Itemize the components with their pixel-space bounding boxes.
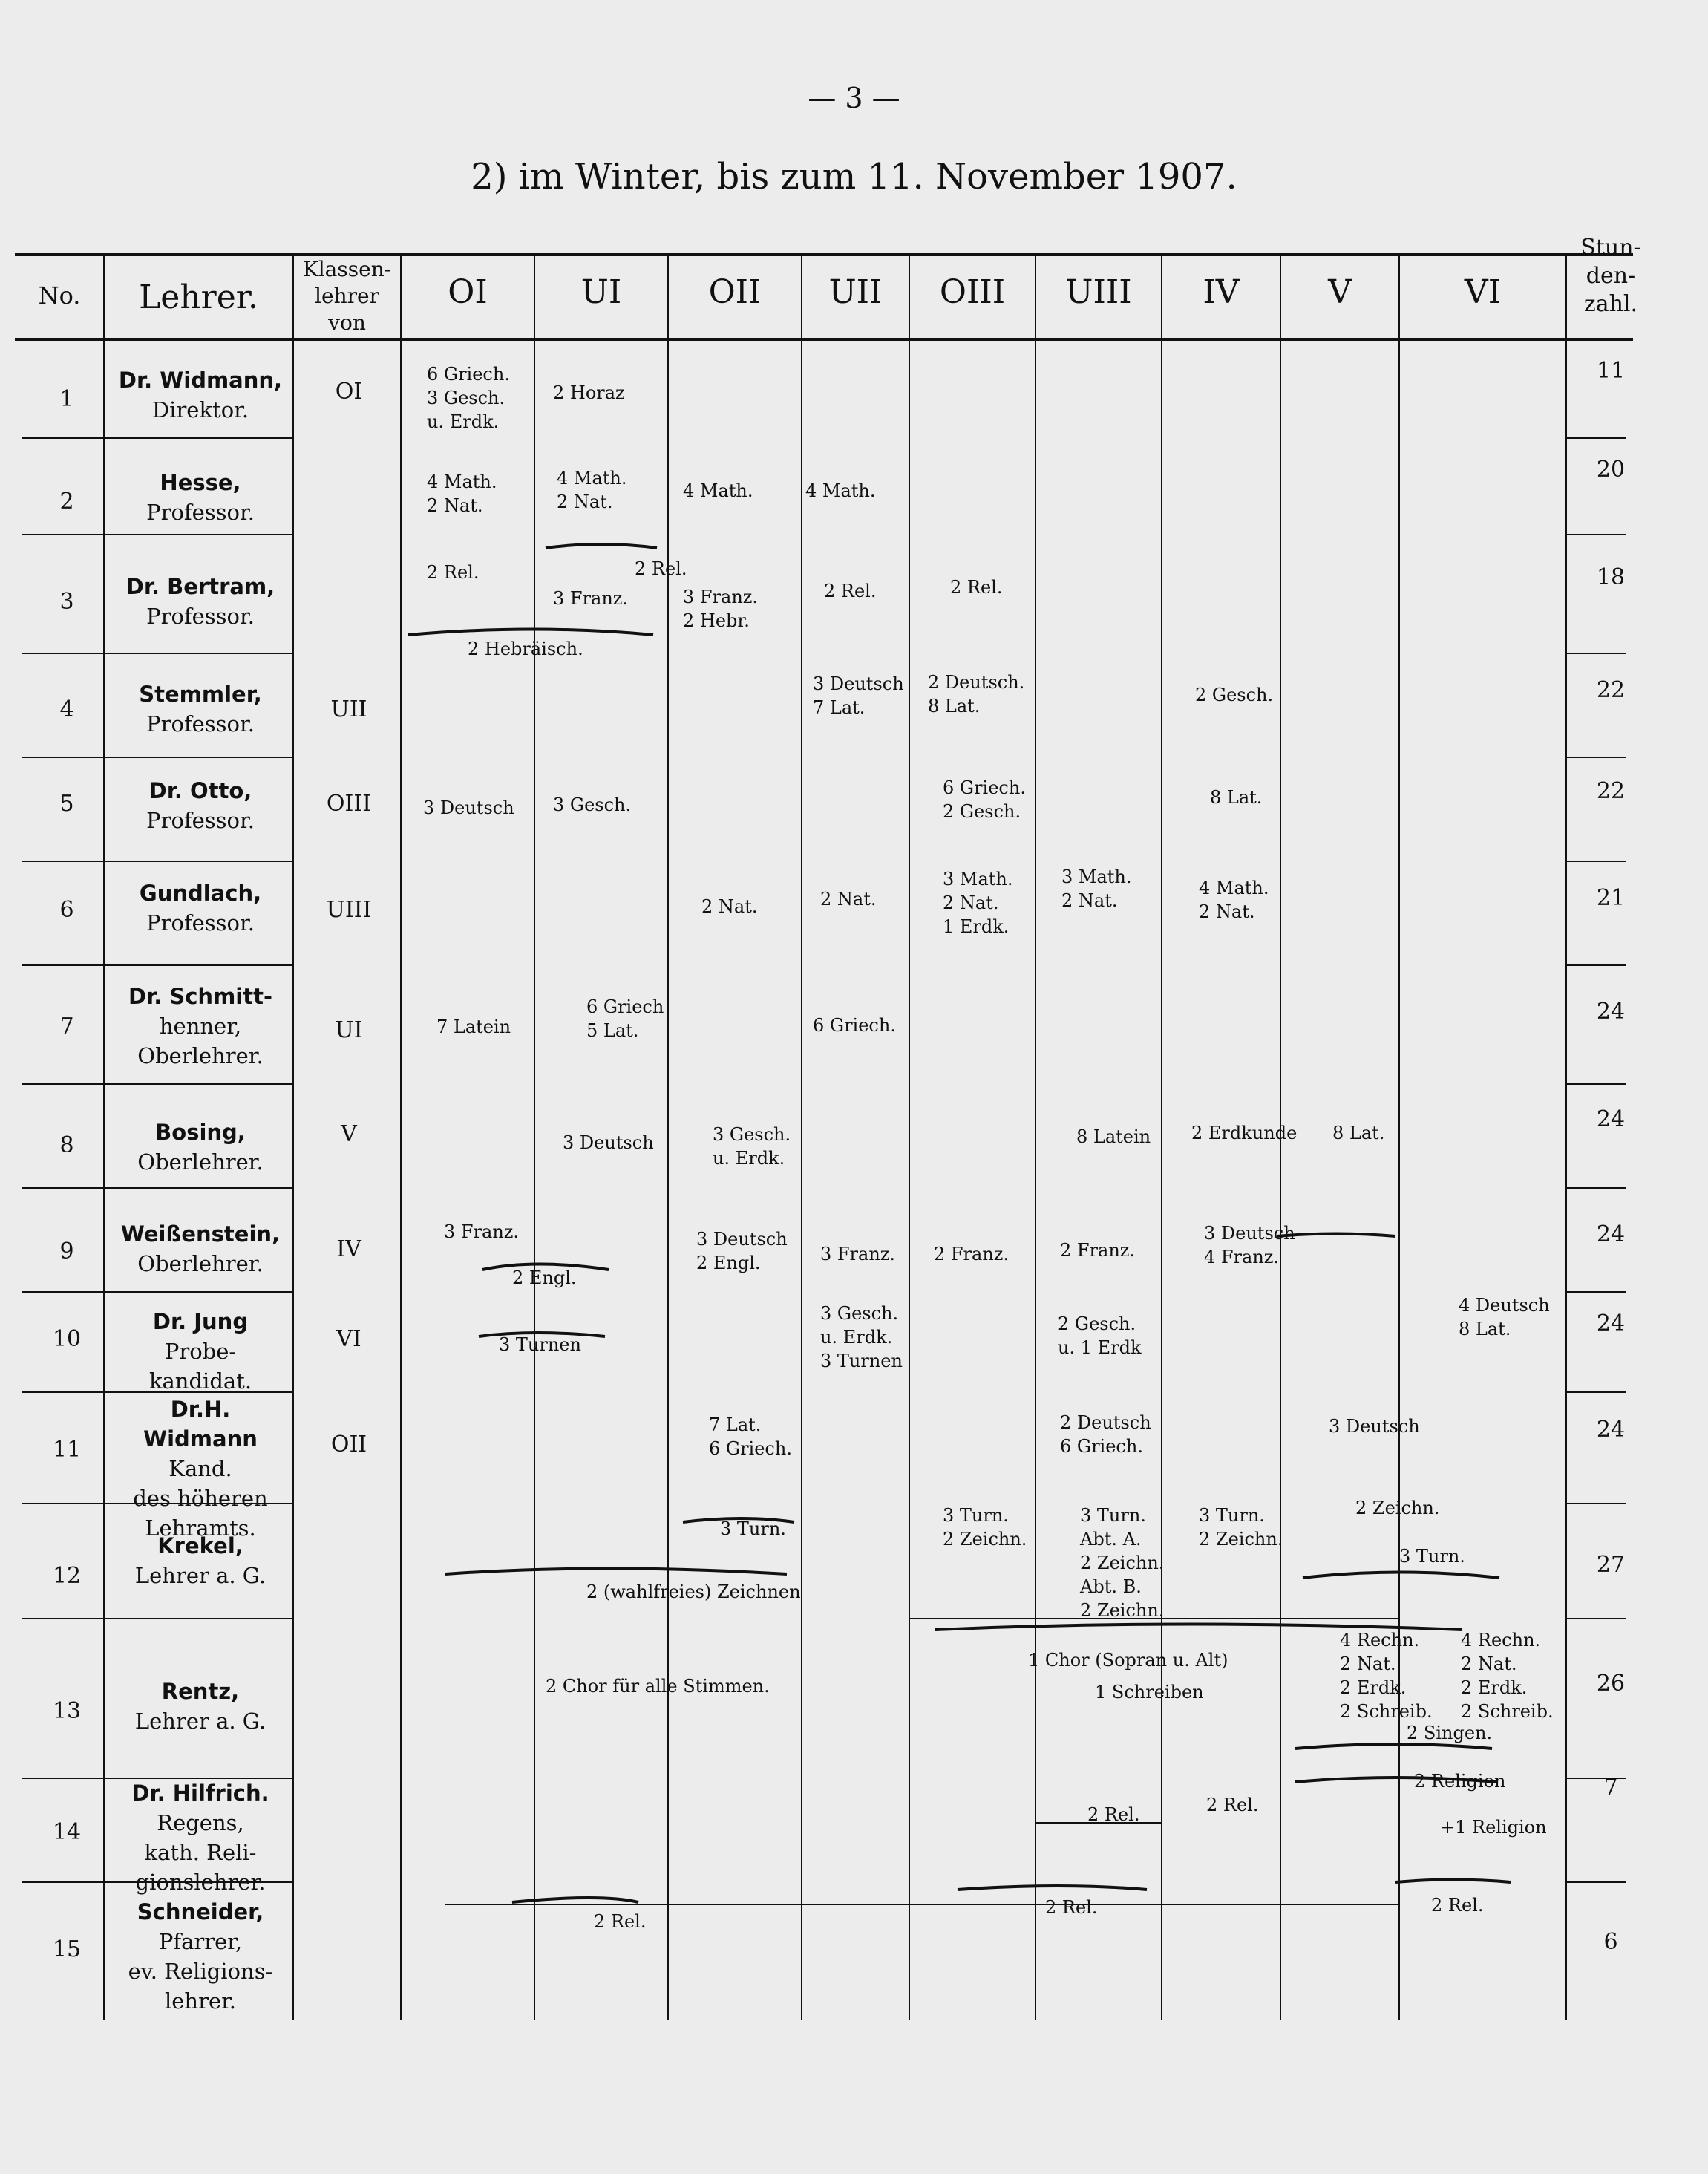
teacher-cell xyxy=(111,1531,289,1590)
teacher-cell xyxy=(111,1307,289,1396)
teacher-cell xyxy=(111,776,289,835)
row-no: 3 xyxy=(59,589,74,615)
lesson-entry: 8 Lat. xyxy=(1210,787,1263,808)
teacher-name: Dr. Jung xyxy=(152,1309,249,1334)
teacher-name: Dr.H. Widmann xyxy=(143,1397,258,1452)
teacher-role: Professor. xyxy=(146,500,255,525)
lesson-entry: 3 Deutsch 7 Lat. xyxy=(813,673,904,718)
lesson-entry: 2 Rel. xyxy=(1045,1897,1098,1918)
teacher-cell xyxy=(111,365,289,425)
row-no: 11 xyxy=(52,1437,82,1463)
hours-value: 20 xyxy=(1596,457,1626,483)
lesson-entry: 3 Deutsch xyxy=(563,1132,654,1153)
teacher-cell xyxy=(111,679,289,739)
lesson-entry: 2 Hebräisch. xyxy=(468,639,583,659)
lesson-entry: 3 Franz. xyxy=(553,588,629,609)
teacher-cell xyxy=(111,1677,289,1736)
lesson-entry: 1 Schreiben xyxy=(1095,1682,1204,1703)
lesson-entry: 3 Deutsch 2 Engl. xyxy=(696,1229,788,1273)
lesson-entry: 3 Gesch. u. Erdk. xyxy=(713,1124,791,1169)
lesson-entry: 2 Rel. xyxy=(950,577,1003,598)
lesson-entry: 2 Gesch. xyxy=(1195,685,1274,705)
lesson-entry: 2 Chor für alle Stimmen. xyxy=(546,1676,770,1697)
hours-value: 22 xyxy=(1596,778,1626,804)
lesson-entry: 8 Latein xyxy=(1076,1126,1151,1147)
teacher-cell xyxy=(111,982,289,1071)
lesson-entry: 3 Deutsch xyxy=(423,797,514,818)
teacher-cell xyxy=(111,878,289,938)
lesson-entry: 7 Lat. 6 Griech. xyxy=(709,1414,792,1459)
teacher-name: Dr. Bertram, xyxy=(125,574,275,599)
header-class-vi: VI xyxy=(1464,273,1502,311)
lesson-entry: 2 Engl. xyxy=(512,1267,577,1288)
header-class-uiii: UIII xyxy=(1065,273,1132,311)
header-teacher: Lehrer. xyxy=(139,278,258,316)
lesson-entry: 2 Rel. xyxy=(1206,1795,1259,1815)
lesson-entry: 2 Zeichn. xyxy=(1355,1498,1440,1518)
lesson-entry: +1 Religion xyxy=(1440,1817,1547,1838)
klassenlehrer-value: IV xyxy=(336,1236,361,1262)
header-class-oii: OII xyxy=(708,273,762,311)
header-class-iv: IV xyxy=(1203,273,1240,311)
teacher-name: Dr. Schmitt- xyxy=(128,984,272,1009)
row-no: 4 xyxy=(59,696,74,722)
lesson-entry: 4 Rechn. 2 Nat. 2 Erdk. 2 Schreib. xyxy=(1340,1630,1433,1722)
klassenlehrer-value: UII xyxy=(330,696,367,722)
lesson-entry: 6 Griech. xyxy=(813,1015,896,1036)
hours-value: 22 xyxy=(1596,677,1626,703)
lesson-entry: 2 (wahlfreies) Zeichnen xyxy=(586,1581,801,1602)
lesson-entry: 2 Rel. xyxy=(824,581,877,601)
lesson-entry: 4 Math. 2 Nat. xyxy=(557,468,627,512)
row-no: 14 xyxy=(52,1819,82,1845)
teacher-role: Kand. des höheren Lehramts. xyxy=(133,1456,268,1541)
teacher-role: Oberlehrer. xyxy=(137,1251,264,1276)
lesson-entry: 4 Math. xyxy=(805,480,876,501)
teacher-cell xyxy=(111,1897,289,2016)
lesson-entry: 3 Franz. xyxy=(444,1221,520,1242)
header-no: No. xyxy=(38,281,81,310)
lesson-entry: 3 Gesch. xyxy=(553,794,632,815)
lesson-entry: 2 Religion xyxy=(1414,1771,1506,1792)
lesson-entry: 2 Rel. xyxy=(1431,1895,1484,1916)
lesson-entry: 3 Deutsch xyxy=(1329,1416,1420,1437)
lesson-entry: 3 Turn. 2 Zeichn. xyxy=(943,1505,1027,1550)
lesson-entry: 2 Gesch. u. 1 Erdk xyxy=(1058,1313,1142,1358)
teacher-cell xyxy=(111,1219,289,1279)
hours-value: 24 xyxy=(1596,1106,1626,1132)
header-klassenlehrer: Klassen- lehrer von xyxy=(302,257,392,335)
teacher-role: Lehrer a. G. xyxy=(134,1563,266,1588)
lesson-entry: 2 Nat. xyxy=(701,896,758,917)
teacher-role: Pfarrer, ev. Religions- lehrer. xyxy=(128,1929,273,2014)
lesson-entry: 2 Rel. xyxy=(1087,1804,1140,1825)
hours-value: 24 xyxy=(1596,1221,1626,1247)
klassenlehrer-value: VI xyxy=(336,1326,361,1352)
klassenlehrer-value: OII xyxy=(330,1432,367,1458)
teacher-cell xyxy=(111,1117,289,1177)
lesson-entry: 3 Turnen xyxy=(499,1334,581,1355)
header-class-oi: OI xyxy=(448,273,488,311)
lesson-entry: 4 Math. 2 Nat. xyxy=(427,471,497,516)
lesson-entry: 3 Turn. xyxy=(720,1518,786,1539)
row-no: 10 xyxy=(52,1326,82,1352)
lesson-entry: 6 Griech. 3 Gesch. u. Erdk. xyxy=(427,364,510,432)
teacher-role: Professor. xyxy=(146,604,255,629)
teacher-name: Rentz, xyxy=(161,1679,240,1704)
hours-value: 26 xyxy=(1596,1671,1626,1697)
row-no: 5 xyxy=(59,791,74,817)
teacher-role: Professor. xyxy=(146,711,255,737)
hours-value: 24 xyxy=(1596,1417,1626,1443)
klassenlehrer-value: UIII xyxy=(326,897,372,923)
lesson-entry: 1 Chor (Sopran u. Alt) xyxy=(1028,1650,1228,1671)
teacher-name: Stemmler, xyxy=(139,682,262,707)
teacher-role: Oberlehrer. xyxy=(137,1149,264,1175)
lesson-entry: 2 Deutsch. 8 Lat. xyxy=(928,672,1025,716)
row-no: 9 xyxy=(59,1238,74,1264)
hours-value: 6 xyxy=(1603,1929,1618,1955)
lesson-entry: 3 Turn. xyxy=(1399,1546,1465,1567)
row-no: 7 xyxy=(59,1013,74,1039)
lesson-entry: 4 Rechn. 2 Nat. 2 Erdk. 2 Schreib. xyxy=(1461,1630,1554,1722)
lesson-entry: 3 Math. 2 Nat. xyxy=(1061,866,1132,911)
lesson-entry: 3 Gesch. u. Erdk. 3 Turnen xyxy=(820,1303,903,1371)
row-no: 6 xyxy=(59,897,74,923)
teacher-name: Schneider, xyxy=(137,1899,264,1925)
lesson-entry: 6 Griech 5 Lat. xyxy=(586,996,664,1041)
header-class-uii: UII xyxy=(828,273,883,311)
klassenlehrer-value: V xyxy=(341,1121,357,1147)
teacher-role: Professor. xyxy=(146,808,255,833)
teacher-name: Dr. Hilfrich. xyxy=(131,1780,269,1806)
lesson-entry: 2 Nat. xyxy=(820,889,877,910)
klassenlehrer-value: UI xyxy=(335,1017,363,1043)
lesson-entry: 2 Franz. xyxy=(1060,1240,1136,1261)
lesson-entry: 3 Franz. xyxy=(820,1244,896,1264)
teacher-name: Bosing, xyxy=(155,1120,246,1145)
hours-value: 24 xyxy=(1596,1310,1626,1336)
teacher-name: Weißenstein, xyxy=(120,1221,281,1247)
lesson-entry: 3 Franz. 2 Hebr. xyxy=(683,587,759,631)
teacher-name: Dr. Widmann, xyxy=(118,368,283,393)
header-class-oiii: OIII xyxy=(939,273,1006,311)
lesson-entry: 3 Deutsch 4 Franz. xyxy=(1204,1223,1295,1267)
lesson-entry: 2 Erdkunde xyxy=(1191,1123,1298,1143)
lesson-entry: 2 Singen. xyxy=(1407,1723,1493,1743)
row-no: 15 xyxy=(52,1936,82,1962)
teacher-cell xyxy=(111,572,289,631)
header-class-v: V xyxy=(1328,273,1352,311)
lesson-entry: 6 Griech. 2 Gesch. xyxy=(943,777,1026,822)
hours-value: 18 xyxy=(1596,564,1626,590)
teacher-cell xyxy=(111,1778,289,1897)
klassenlehrer-value: OIII xyxy=(326,791,372,817)
hours-value: 11 xyxy=(1596,358,1626,384)
hours-value: 21 xyxy=(1596,885,1626,911)
lesson-entry: 8 Lat. xyxy=(1332,1123,1385,1143)
lesson-entry: 2 Rel. xyxy=(635,558,687,579)
lesson-entry: 3 Turn. 2 Zeichn. xyxy=(1199,1505,1283,1550)
row-no: 12 xyxy=(52,1563,82,1589)
row-no: 8 xyxy=(59,1132,74,1158)
lesson-entry: 2 Rel. xyxy=(427,562,480,583)
klassenlehrer-value: OI xyxy=(335,379,363,405)
page-number: — 3 — xyxy=(808,82,900,114)
lesson-entry: 7 Latein xyxy=(436,1016,511,1037)
hours-value: 24 xyxy=(1596,999,1626,1025)
hours-value: 27 xyxy=(1596,1552,1626,1578)
lesson-entry: 2 Horaz xyxy=(553,382,625,403)
teacher-role: Direktor. xyxy=(151,397,249,422)
header-hours: Stun- den- zahl. xyxy=(1580,235,1641,317)
header-class-ui: UI xyxy=(580,273,622,311)
hours-value: 7 xyxy=(1603,1775,1618,1801)
lesson-entry: 4 Deutsch 8 Lat. xyxy=(1459,1295,1550,1339)
lesson-entry: 4 Math. 2 Nat. xyxy=(1199,878,1269,922)
teacher-role: Professor. xyxy=(146,910,255,936)
lesson-entry: 4 Math. xyxy=(683,480,753,501)
teacher-name: Hesse, xyxy=(160,470,241,495)
teacher-role: Probe- kandidat. xyxy=(148,1339,252,1394)
lesson-entry: 2 Deutsch 6 Griech. xyxy=(1060,1412,1151,1457)
teacher-role: Regens, kath. Reli- gionslehrer. xyxy=(135,1810,266,1895)
row-no: 1 xyxy=(59,386,74,412)
teacher-name: Gundlach, xyxy=(139,881,262,906)
teacher-cell xyxy=(111,1394,289,1543)
teacher-name: Krekel, xyxy=(157,1533,243,1558)
lesson-entry: 3 Math. 2 Nat. 1 Erdk. xyxy=(943,869,1013,937)
teacher-role: Lehrer a. G. xyxy=(134,1708,266,1734)
teacher-cell xyxy=(111,468,289,527)
teacher-name: Dr. Otto, xyxy=(148,778,252,803)
page-title: 2) im Winter, bis zum 11. November 1907. xyxy=(471,156,1237,198)
teacher-role: henner, Oberlehrer. xyxy=(137,1013,264,1068)
lesson-entry: 2 Rel. xyxy=(594,1911,647,1932)
lesson-entry: 2 Franz. xyxy=(934,1244,1010,1264)
row-no: 13 xyxy=(52,1698,82,1724)
lesson-entry: 3 Turn. Abt. A. 2 Zeichn. Abt. B. 2 Zeichn. xyxy=(1080,1505,1165,1621)
row-no: 2 xyxy=(59,489,74,515)
